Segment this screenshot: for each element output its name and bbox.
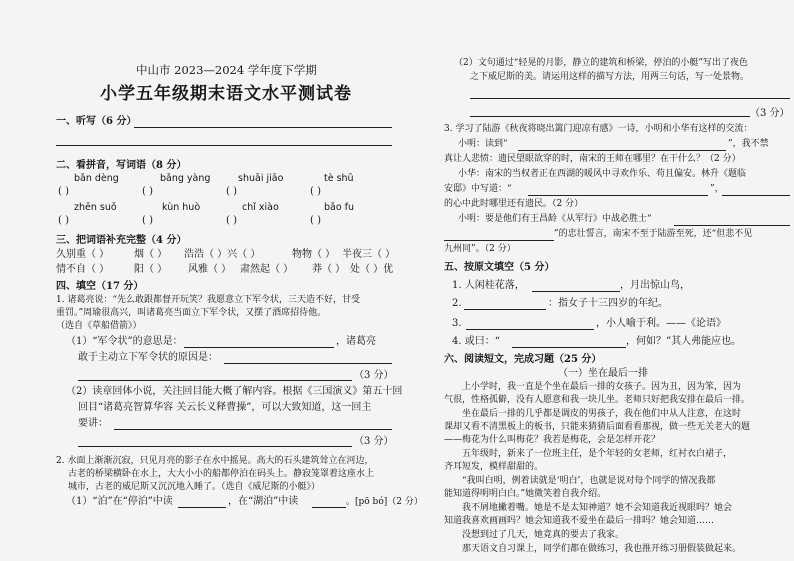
- idiom-blank[interactable]: 久别重（ ）: [56, 249, 110, 260]
- answer-blank[interactable]: ( ): [310, 186, 321, 197]
- idiom-blank[interactable]: 风雅（ ）: [188, 264, 232, 275]
- score: （3 分）: [354, 370, 394, 381]
- dialogue: 小明：读到“: [458, 139, 508, 149]
- answer-line[interactable]: [466, 329, 594, 330]
- dialogue: 的心中此时哪里还有遗民。（2 分）: [444, 199, 584, 209]
- answer-blank[interactable]: ( ): [58, 215, 69, 226]
- passage-text: 重罚。”周瑜很高兴，叫诸葛亮当面立下军令状，又摆了酒席招待他。: [56, 308, 327, 318]
- answer-line[interactable]: [312, 507, 346, 508]
- poem-line: ：指女子十三四岁的年纪。: [548, 298, 668, 309]
- answer-line[interactable]: [470, 116, 750, 117]
- score: （3 分）: [750, 108, 790, 119]
- passage-paragraph: 那天语文自习课上，同学们都在做练习，我也推开练习册假装做起来。: [462, 544, 742, 554]
- answer-line[interactable]: [532, 291, 620, 292]
- answer-line[interactable]: [444, 240, 554, 241]
- passage-paragraph: 五年级时，新来了一位班主任，是个年轻的女老师，红衬衣白裙子，: [462, 449, 733, 459]
- question-text: 要讲：: [78, 418, 108, 429]
- poem-line: 2.: [452, 298, 462, 309]
- pinyin: bǎo fu: [324, 202, 355, 213]
- passage-text: 1. 诸葛亮说：“先么敢跟都督开玩笑？我愿意立下军令状，三天造不好，甘受: [56, 295, 361, 305]
- dialogue: 小明：要是他们有王昌龄《从军行》中战必胜士“: [458, 214, 652, 224]
- question-text: 3. 学习了陆游《秋夜将晓出篱门迎凉有感》一诗，小明和小华有这样的交流：: [444, 124, 753, 134]
- exam-title: 小学五年级期末语文水平测试卷: [100, 84, 352, 104]
- passage-paragraph: 知道我喜欢画画吗？她会知道我不爱坐在最后一排吗？她会知道……: [444, 516, 715, 526]
- pinyin: chǐ xiào: [242, 202, 279, 213]
- section-3-label: 三、把词语补充完整（4 分）: [56, 235, 187, 246]
- poem-line: 3.: [452, 318, 462, 329]
- passage-paragraph: 我不屑地撇着嘴。她是不是太知神道？她不会知道我近视眼吗？她会: [462, 503, 733, 513]
- answer-line[interactable]: [78, 380, 352, 381]
- school-term: 中山市 2023—2024 学年度下学期: [136, 63, 317, 77]
- dialogue: ”，我不禁: [728, 139, 769, 149]
- poem-line: ，何如？”其人弗能应也。: [626, 336, 742, 347]
- answer-blank[interactable]: ( ): [142, 215, 153, 226]
- dialogue: 真让人悲愤：遗民望眼欲穿的时，南宋的王师在哪里？在干什么？（2 分）: [444, 154, 741, 164]
- passage-title: （一）坐在最后一排: [558, 368, 648, 379]
- passage-source: （选自《草船借箭》）: [56, 321, 142, 331]
- section-5-label: 五、按原文填空（5 分）: [444, 262, 555, 273]
- dialogue: 九州同”。（2 分）: [444, 244, 516, 254]
- question-text: （2）读章回体小说，关注回目能大概了解内容。根据《三国演义》第五十回: [66, 386, 403, 397]
- answer-line[interactable]: [512, 347, 626, 348]
- passage-paragraph: 齐耳短发，模样甜甜的。: [444, 462, 544, 472]
- answer-line[interactable]: [56, 145, 392, 146]
- dialogue: ”，: [710, 184, 724, 194]
- dialogue: 小华：南宋的当权者正在西湖的暖风中寻欢作乐、苟且偏安。林升《题临: [458, 169, 747, 179]
- poem-line: 4. 或曰：“: [452, 336, 500, 347]
- question-text: 之下威尼斯的美。请运用这样的描写方法，用两三句话，写一处景物。: [470, 72, 750, 82]
- answer-line[interactable]: [674, 225, 790, 226]
- passage-paragraph: 上小学时，我一直是个坐在最后一排的女孩子。因为丑，因为笨，因为: [462, 382, 742, 392]
- idiom-blank[interactable]: 莽（ ）: [312, 264, 346, 275]
- answer-blank[interactable]: ( ): [142, 186, 153, 197]
- poem-line: ，小人喻于利。——《论语》: [596, 318, 726, 329]
- idiom-blank[interactable]: 肃然起（ ）: [240, 264, 294, 275]
- question-text: ，在“湖泊”中读: [228, 496, 299, 507]
- answer-line[interactable]: [114, 429, 392, 430]
- answer-blank[interactable]: ( ): [310, 215, 321, 226]
- passage-paragraph: 气很，性格孤僻，没有人愿意和我一块儿坐。老师只好把我安排在最后一排。: [444, 395, 751, 405]
- passage-paragraph: 课却又看不清黑板上的板书，只能来猜猜后面看看那视，做一些无关老大的题: [444, 422, 751, 432]
- idiom-blank[interactable]: 半夜三（ ）: [342, 249, 396, 260]
- section-2-label: 二、看拼音，写词语（8 分）: [56, 160, 187, 171]
- answer-line[interactable]: [78, 446, 352, 447]
- idiom-blank[interactable]: 浩浩（ ）兴（ ）: [184, 249, 261, 260]
- section-4-label: 四、填空（17 分）: [56, 281, 144, 292]
- answer-line[interactable]: [722, 195, 790, 196]
- answer-blank[interactable]: ( ): [226, 186, 237, 197]
- idiom-blank[interactable]: 阳（ ）: [134, 264, 168, 275]
- question-text: （1）“军令状”的意思是：: [66, 336, 183, 347]
- section-6-label: 六、阅读短文，完成习题（25 分）: [444, 354, 602, 365]
- answer-line[interactable]: [224, 363, 392, 364]
- question-text: （1）“泊”在“停泊”中读: [66, 496, 173, 507]
- answer-blank[interactable]: ( ): [58, 186, 69, 197]
- passage-paragraph: 没想到过了几天，她竟真的要去了我家。: [462, 530, 625, 540]
- passage-paragraph: ——梅花为什么叫梅花？我若是梅花，会是怎样开花？: [444, 435, 661, 445]
- poem-line: ，月出惊山鸟，: [620, 280, 690, 291]
- answer-line[interactable]: [528, 195, 708, 196]
- right-column: [408, 0, 794, 561]
- answer-line[interactable]: [178, 507, 226, 508]
- passage-paragraph: 能知道得明明白白。”她微笑着自我介绍。: [444, 489, 607, 499]
- question-text: 敢于主动立下军令状的原因是：: [78, 352, 218, 363]
- passage-text: 城市，古老的威尼斯又沉沉地入睡了。（选自《威尼斯的小艇》）: [68, 482, 321, 492]
- answer-line[interactable]: [464, 309, 546, 310]
- pinyin: kùn huò: [162, 202, 201, 213]
- pinyin: bǎng yàng: [160, 173, 211, 184]
- answer-line[interactable]: [134, 127, 392, 128]
- poem-line: 1. 人闲桂花落，: [452, 280, 525, 291]
- question-text: 。[pō bó]（2 分）: [346, 497, 423, 507]
- pinyin: shuāi jiāo: [238, 173, 284, 184]
- pinyin: zhēn suǒ: [74, 202, 117, 213]
- answer-line[interactable]: [470, 98, 790, 99]
- question-text: （2）文句通过“轻晃的月影，静立的建筑和桥梁，停泊的小艇”写出了夜色: [454, 58, 748, 68]
- idiom-blank[interactable]: 情不自（ ）: [56, 264, 110, 275]
- answer-blank[interactable]: ( ): [226, 215, 237, 226]
- left-column: [44, 0, 423, 561]
- passage-text: 古老的桥梁横卧在水上，大大小小的船都停泊在码头上。静寂笼罩着这座水上: [68, 469, 375, 479]
- idiom-blank[interactable]: 处（ ）优: [350, 264, 394, 275]
- dialogue: 安邸》中写道：“: [444, 184, 512, 194]
- question-text: 回目“诸葛亮智算华容 关云长义释曹操”，可以大致知道，这一回主: [78, 402, 372, 413]
- question-text: ，诸葛亮: [336, 336, 376, 347]
- pinyin: tè shū: [324, 173, 354, 184]
- idiom-blank[interactable]: 烟（ ）: [134, 249, 168, 260]
- passage-text: 2. 水面上渐渐沉寂，只见月亮的影子在水中摇晃。高大的石头建筑耸立在河边，: [56, 456, 374, 466]
- passage-paragraph: “我叫白明，例着读就是‘明白’，也就是说对每个同学的情况我都: [462, 476, 716, 486]
- answer-line[interactable]: [518, 150, 726, 151]
- dialogue: ”的忠壮誓言，南宋不至于陆游至死，还“但悲不见: [554, 229, 753, 239]
- score: （3 分）: [354, 436, 394, 447]
- pinyin: bǎn dèng: [74, 173, 119, 184]
- idiom-blank[interactable]: 物物（ ）: [292, 249, 336, 260]
- section-1-label: 一、听写（6 分）: [56, 116, 137, 127]
- passage-paragraph: 坐在最后一排的几乎都是调皮的男孩子，我在他们中从人注意，在这时: [462, 409, 742, 419]
- answer-line[interactable]: [184, 347, 334, 348]
